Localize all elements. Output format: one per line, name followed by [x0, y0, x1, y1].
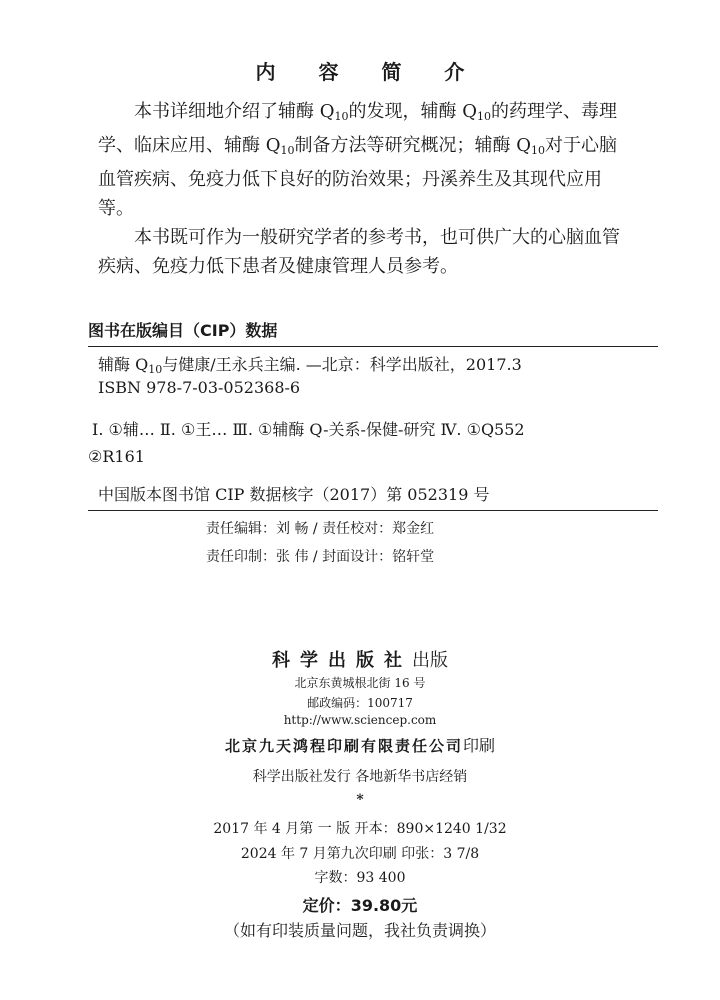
- cip-isbn: ISBN 978-7-03-052368-6: [98, 378, 301, 397]
- responsibility-line-2: 责任印制：张 伟 / 封面设计：铭轩堂: [206, 549, 435, 565]
- edition-line-1: 2017 年 4 月第 一 版 开本：890×1240 1/32: [213, 821, 507, 837]
- subscript-10: 10: [280, 144, 295, 157]
- price-line: [0, 893, 720, 916]
- printer-suffix: 印刷: [463, 736, 496, 755]
- publisher-line: [0, 646, 720, 672]
- printer-name: 北京九天鸿程印刷有限责任公司: [224, 737, 463, 755]
- publisher-postcode: 邮政编码：100717: [307, 696, 413, 710]
- word-count: 字数：93 400: [314, 870, 406, 886]
- distribution-line: 科学出版社发行 各地新华书店经销: [252, 769, 468, 785]
- cip-heading: 图书在版编目（CIP）数据: [88, 318, 658, 347]
- cip-title-a: 辅酶 Q: [98, 355, 149, 374]
- separator-asterisk: *: [356, 792, 364, 808]
- summary-text-c: 的药理学、毒理学、临床应用、辅酶 Q: [98, 101, 617, 156]
- cip-title-b: 与健康/王永兵主编. —北京：科学出版社，2017.3: [162, 355, 522, 374]
- subscript-10: 10: [148, 363, 163, 376]
- subscript-10: 10: [530, 144, 545, 157]
- publisher-address: 北京东黄城根北街 16 号: [294, 676, 426, 690]
- cip-classification: [88, 416, 658, 470]
- summary-text-b: 的发现，辅酶 Q: [348, 101, 477, 122]
- cip-title-line: [98, 352, 522, 376]
- return-note: （如有印装质量问题，我社负责调换）: [223, 921, 496, 940]
- summary-text-d: 制备方法等研究概况；辅酶 Q: [294, 135, 531, 156]
- responsibility-line-1: 责任编辑：刘 畅 / 责任校对：郑金红: [206, 521, 435, 537]
- price-value: 39.80元: [350, 896, 418, 915]
- summary-heading: 内 容 简 介: [255, 60, 483, 84]
- cip-classification-line-1: Ⅰ. ①辅… Ⅱ. ①王… Ⅲ. ①辅酶 Q-关系-保健-研究 Ⅳ. ①Q552: [92, 420, 525, 439]
- summary-text-e: 对于心脑血管疾病、免疫力低下良好的防治效果；丹溪养生及其现代应用等。: [98, 135, 617, 219]
- publisher-suffix: 出版: [412, 650, 448, 671]
- publisher-logo-text: 科学出版社: [272, 650, 412, 671]
- subscript-10: 10: [476, 110, 491, 123]
- cip-classification-line-2: ②R161: [88, 447, 145, 466]
- publisher-website: http://www.sciencep.com: [283, 713, 437, 727]
- subscript-10: 10: [334, 110, 349, 123]
- cip-record-number: 中国版本图书馆 CIP 数据核字（2017）第 052319 号: [88, 482, 658, 511]
- edition-line-2: 2024 年 7 月第九次印刷 印张：3 7/8: [240, 846, 480, 862]
- summary-body: [98, 97, 628, 281]
- printer-line: [0, 733, 720, 756]
- price-label: 定价：: [302, 896, 351, 915]
- summary-paragraph-2: 本书既可作为一般研究学者的参考书，也可供广大的心脑血管疾病、免疫力低下患者及健康管理人员参考。: [98, 227, 620, 277]
- summary-paragraph-1: [98, 97, 628, 223]
- summary-text-a: 本书详细地介绍了辅酶 Q: [134, 101, 335, 122]
